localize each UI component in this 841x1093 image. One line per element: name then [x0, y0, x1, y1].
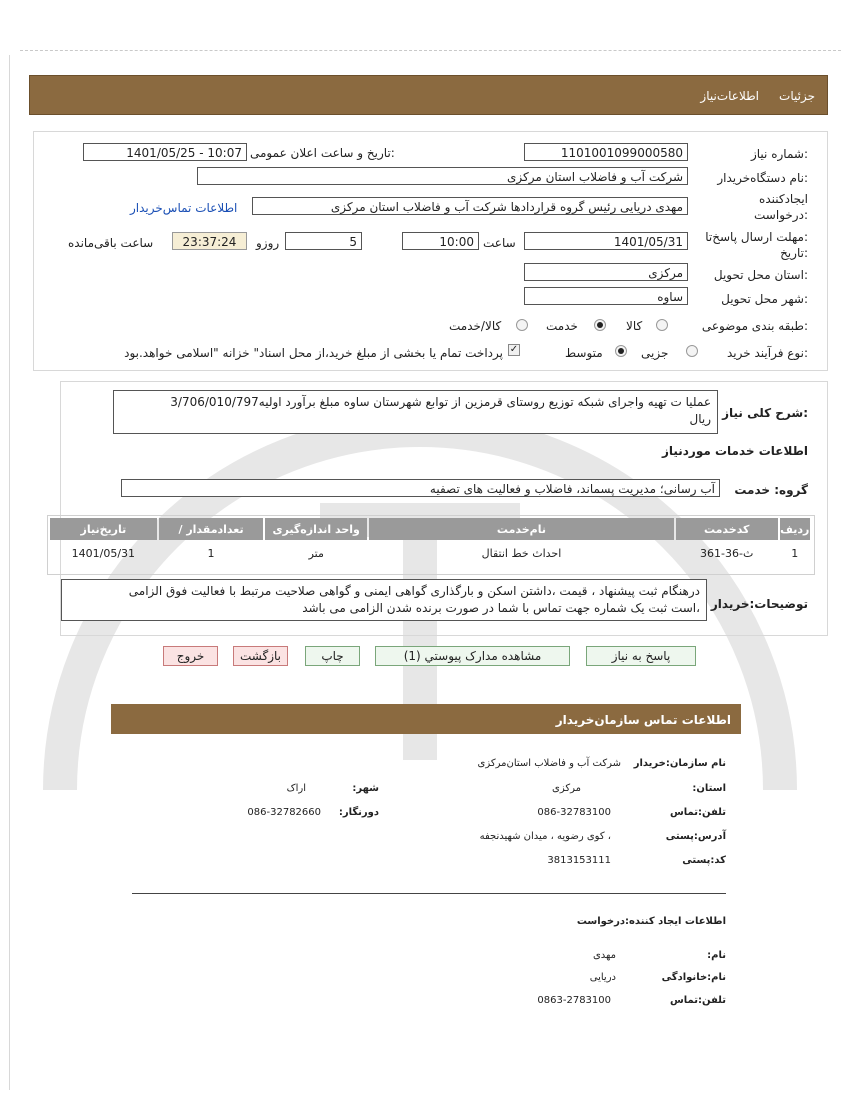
general-desc-label: شرح کلی نیاز: [722, 406, 808, 420]
creator-info-title: اطلاعات ایجاد کننده:درخواست [576, 916, 726, 927]
cell-date: 1401/05/31 [71, 546, 136, 560]
group-field: آب رسانی؛ مدیریت پسماند، فاضلاب و فعالیت های تصفیه [121, 479, 720, 497]
process-partial-label: جزیی [641, 346, 669, 360]
category-goods-label: کالا [626, 319, 643, 333]
general-desc-line-1: عملیا ت تهیه واجرای شبکه توزیع روستای قرمزین از توابع شهرستان ساوه مبلغ برآورد اولیه3/706/010/797 [170, 395, 711, 409]
province-field: مرکزی [524, 263, 688, 281]
category-goods-service-radio[interactable] [516, 319, 528, 331]
cell-name: احداث خط انتقال [481, 546, 562, 560]
creator-family-label: نام:خانوادگی [661, 972, 726, 983]
contact-fax-value: 086-32782660 [247, 807, 321, 818]
creator-phone-label: تلفن:تماس [669, 995, 726, 1006]
need-number-label: شماره نیاز: [750, 147, 808, 161]
org-value: شرکت آب و فاضلاب استان‌مرکزی [477, 758, 621, 769]
contact-phone-value: 086-32783100 [537, 807, 611, 818]
payment-text: پرداخت تمام یا بخشی از مبلغ خرید،از محل اسناد" خزانه "اسلامی خواهد.بود [124, 346, 503, 360]
th-unit: واحد اندازه‌گیری [265, 518, 367, 540]
services-table-frame [47, 515, 815, 575]
category-service-radio[interactable] [594, 319, 606, 331]
contact-phone-label: تلفن:تماس [669, 807, 726, 818]
contact-province-value: مرکزی [552, 783, 581, 794]
org-label: نام سازمان:خریدار [633, 758, 726, 769]
general-desc-line-2: ریال [689, 412, 711, 426]
days-label: روزو [256, 236, 280, 250]
days-field: 5 [285, 232, 362, 250]
buyer-contact-link[interactable]: اطلاعات تماس‌خریدار [130, 201, 238, 215]
th-code: کدخدمت [676, 518, 778, 540]
cell-unit: متر [308, 546, 324, 560]
contact-fax-label: :دورنگار [338, 807, 379, 818]
payment-checkbox[interactable]: ✓ [509, 344, 519, 355]
contact-divider [132, 893, 726, 894]
province-label: استان محل تحویل: [713, 268, 808, 282]
buyer-notes-line-1: درهنگام ثبت پیشنهاد ، قیمت ،داشتن اسکن و بارگذاری گواهی ایمنی و گواهی صلاحیت مرتبط با فعالیت فوق الزامی [128, 584, 700, 598]
tab-need-info[interactable]: اطلاعات‌نیاز [700, 89, 759, 103]
th-date: تاریخ‌نیاز [50, 518, 157, 540]
address-label: آدرس:پستی [665, 831, 726, 842]
process-medium-radio[interactable] [615, 345, 627, 357]
deadline-time-label: ساعت [483, 236, 516, 250]
creator-label-1: ایجادکننده [759, 192, 808, 206]
creator-name-label: :نام [707, 950, 726, 961]
group-label: گروه: خدمت [734, 483, 808, 497]
announce-field: 1401/05/25 - 10:07 [83, 143, 247, 161]
tab-details[interactable]: جزئیات [779, 89, 815, 103]
deadline-time-field: 10:00 [402, 232, 479, 250]
buyer-field: شرکت آب و فاضلاب استان مرکزی [197, 167, 688, 185]
buyer-label: نام دستگاه‌خریدار: [717, 171, 808, 185]
need-number-field: 1101001099000580 [524, 143, 688, 161]
cell-qty: 1 [207, 546, 215, 560]
announce-label: تاریخ و ساعت اعلان عمومی: [250, 146, 395, 160]
th-row: ردیف [780, 518, 810, 540]
page-header [29, 75, 828, 115]
creator-family-value: دریایی [589, 972, 616, 983]
back-button[interactable]: بازگشت [233, 646, 288, 666]
buyer-notes-line-2: ،است ثبت یک شماره جهت تماس با شما در صورت برنده شدن الزامی می باشد [302, 601, 700, 615]
services-table [48, 516, 812, 566]
attachments-button[interactable]: مشاهده مدارک پیوستي (1) [375, 646, 570, 666]
process-partial-radio[interactable] [686, 345, 698, 357]
services-table-header [50, 518, 810, 540]
buyer-notes-box [61, 579, 707, 621]
creator-label-2: درخواست: [754, 208, 808, 222]
exit-button[interactable]: خروج [163, 646, 218, 666]
general-desc-box [113, 390, 718, 434]
deadline-label-2: تاریخ: [780, 246, 808, 260]
category-goods-radio[interactable] [656, 319, 668, 331]
category-label: طبقه بندی موضوعی: [701, 319, 808, 333]
remaining-label: ساعت باقی‌مانده [68, 236, 154, 250]
contact-province-label: :استان [692, 783, 726, 794]
process-label: نوع فرآیند خرید: [726, 346, 808, 360]
contact-header [111, 704, 741, 734]
creator-phone-value: 0863-2783100 [537, 995, 611, 1006]
creator-field: مهدی دریایی رئیس گروه قراردادها شرکت آب و فاضلاب استان مرکزی [252, 197, 688, 215]
th-qty: تعدادمقدار / [159, 518, 264, 540]
table-row [50, 542, 810, 564]
cell-code: ث-36-361 [700, 546, 754, 560]
contact-city-value: اراک [286, 783, 306, 794]
cell-row: 1 [791, 546, 799, 560]
contact-city-label: :شهر [352, 783, 379, 794]
th-name: نام‌خدمت [369, 518, 674, 540]
postal-label: کد:پستی [682, 855, 726, 866]
city-label: شهر محل تحویل: [721, 292, 808, 306]
deadline-label-1: مهلت ارسال پاسخ‌تا: [705, 230, 808, 244]
services-title: اطلاعات خدمات موردنیاز [661, 444, 808, 458]
top-divider [20, 50, 841, 51]
contact-title: اطلاعات تماس سازمان‌خریدار [555, 713, 731, 727]
city-field: ساوه [524, 287, 688, 305]
process-medium-label: متوسط [565, 346, 603, 360]
creator-name-value: مهدی [592, 950, 616, 961]
category-service-label: خدمت [546, 319, 578, 333]
deadline-date-field: 1401/05/31 [524, 232, 688, 250]
address-value: کوی ‌رضویه ، میدان شهیدنجفه ، [479, 831, 611, 842]
print-button[interactable]: چاپ [305, 646, 360, 666]
category-goods-service-label: کالا/خدمت [449, 319, 502, 333]
postal-value: 3813153111 [547, 855, 611, 866]
buyer-notes-label: توضیحات:خریدار [710, 597, 808, 611]
reply-button[interactable]: پاسخ به نیاز [586, 646, 696, 666]
remaining-time-field: 23:37:24 [172, 232, 247, 250]
